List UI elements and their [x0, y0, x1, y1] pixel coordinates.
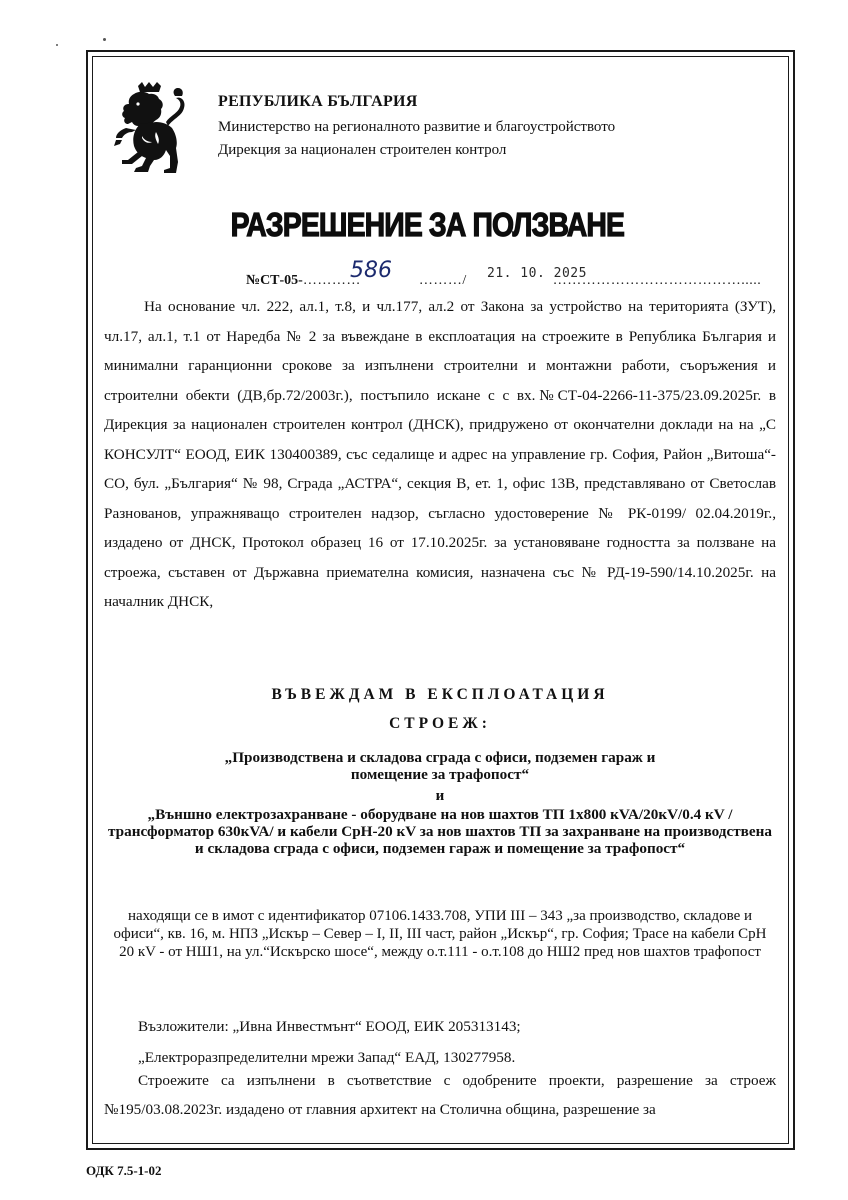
coat-of-arms-icon — [112, 82, 188, 174]
construction-object-2 — [104, 806, 776, 857]
scan-speck — [103, 38, 106, 41]
form-code: ОДК 7.5-1-02 — [86, 1163, 162, 1178]
construction-object-1-text: „Производствена и складова сграда с офиси, подземен гараж и помещение за трафопост“ — [224, 749, 656, 783]
country-name: РЕПУБЛИКА БЪЛГАРИЯ — [218, 93, 418, 110]
document-number-prefix: №СТ-05- — [246, 273, 303, 288]
separator-dots: ………/ — [418, 273, 467, 288]
assignor-line-1: Възложители: „Ивна Инвестмънт“ ЕООД, ЕИК 205313143; — [138, 1018, 521, 1035]
construction-object-2-text: „Външно електрозахранване - оборудване на нов шахтов ТП 1х800 кVA/20кV/0.4 кV /трансформатор 630кVA/ и кабели СрН-20 кV за нов шахтов ТП за захранване на производствена и складова сграда с офиси, подземен гараж и помещение за трафопост“ — [108, 806, 772, 857]
construction-object-1 — [104, 749, 776, 783]
scan-speck — [56, 44, 58, 46]
handwritten-document-number: 586 — [350, 258, 392, 283]
conjunction-and: и — [435, 788, 445, 804]
assignor-line-2: „Електроразпределителни мрежи Запад“ ЕАД, 130277958. — [138, 1049, 516, 1066]
location-description-text: находящи се в имот с идентификатор 07106.1433.708, УПИ III – 343 „за производство, складове и офиси“, кв. 16, м. НПЗ „Искър – Север – I, II, III част, район „Искър“, гр. София; Трасе на кабели СрН 20 кV - от НШ1, на ул.“Искърско шосе“, между о.т.111 - о.т.108 до НШ2 пред нов шахтов трафопост — [113, 908, 767, 960]
location-description — [104, 907, 776, 961]
stamped-issue-date: 21. 10. 2025 — [487, 266, 587, 281]
closing-paragraph: Строежите са изпълнени в съответствие с одобрените проекти, разрешение за строеж №195/03.08.2023г. издадено от главния архитект на Столична община, разрешение за — [104, 1072, 776, 1118]
legal-basis-paragraph: На основание чл. 222, ал.1, т.8, и чл.177, ал.2 от Закона за устройство на територията (ЗУТ), чл.17, ал.1, т.1 от Наредба № 2 за въвеждане в експлоатация на строежите в Република България и минимални гаранционни срокове за изпълнени строителни и монтажни работи, съоръжения и строителни обекти (ДВ,бр.72/2003г.), постъпило искане с с вх.№СТ-04-2266-11-375/23.09.2025г. в Дирекция за национален строителен контрол (ДНСК), придружено от окончателни доклади на на „С КОНСУЛТ“ ЕООД, ЕИК 130400389, със седалище и адрес на управление гр. София, Район „Витоша“- СО, бул. „България“ № 98, Сграда „АСТРА“, секция В, ет. 1, офис 13В, представлявано от Светослав Разнованов, упражняващо строителен надзор, съгласно удостоверение № РК-0199/ 02.04.2019г., издадено от ДНСК, Протокол образец 16 от 17.10.2025г. за установяване годността за ползване на строежа, съставен от Държавна приемателна комисия, назначена със № РД-19-590/14.10.2025г. на началник ДНСК, — [104, 298, 776, 610]
document-title: РАЗРЕШЕНИЕ ЗА ПОЛЗВАНЕ — [230, 206, 625, 243]
construction-heading: СТРОЕЖ: — [389, 715, 491, 732]
number-dots: ………… — [302, 273, 361, 288]
ministry-name: Министерство на регионалното развитие и благоустройството — [218, 119, 616, 135]
directorate-name: Дирекция за национален строителен контрол — [218, 142, 507, 158]
trailing-dots: …………………………………..... — [552, 273, 762, 288]
commissioning-heading: ВЪВЕЖДАМ В ЕКСПЛОАТАЦИЯ — [271, 686, 609, 703]
